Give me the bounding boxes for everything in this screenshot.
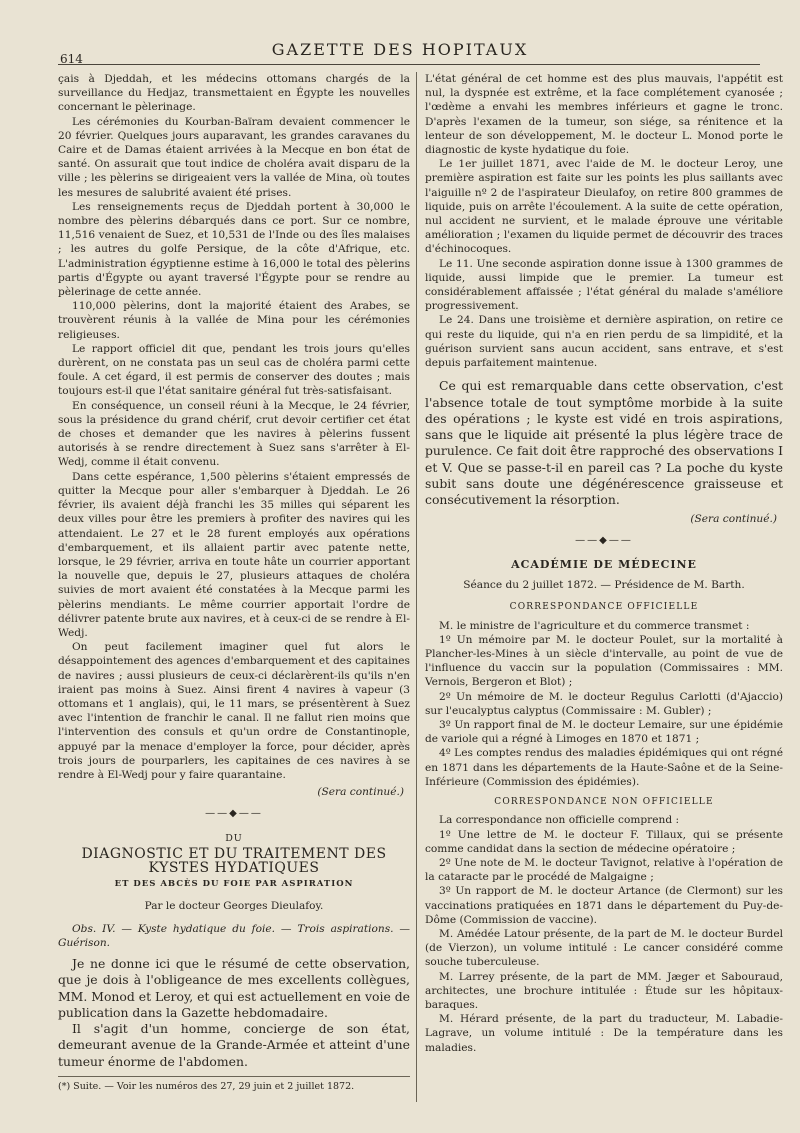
list-item: 2º Un mémoire de M. le docteur Regulus Carlotti (d'Ajaccio) sur l'eucalyptus calyptus (Commissaire : M. Gubler) ; [425,690,783,717]
observation-heading: Obs. IV. — Kyste hydatique du foie. — Trois aspirations. — Guérison. [58,922,410,949]
list-item: 2º Une note de M. le docteur Tavignot, relative à l'opération de la cataracte par le procédé de Malgaigne ; [425,856,783,884]
paragraph: L'état général de cet homme est des plus mauvais, l'appétit est nul, la dyspnée est extrême, et la face complétement cyanosée ; l'œdème a envahi les membres inférieurs et gagne le tronc. D'après l'examen de la tumeur, son siége, sa rénitence et la lenteur de son développement, M. le docteur L. Monod porte le diagnostic de kyste hydatique du foie. [425,73,783,157]
newspaper-title: GAZETTE DES HOPITAUX [271,40,529,59]
list-item: M. Hérard présente, de la part du traducteur, M. Labadie-Lagrave, un volume intitulé : De la température dans les maladies. [425,1013,783,1054]
academie-title: ACADÉMIE DE MÉDECINE [511,558,697,572]
list-item: 4º Les comptes rendus des maladies épidémiques qui ont régné en 1871 dans les départements de la Haute-Saône et de la Seine-Inférieure (Commission des épidémies). [425,747,783,788]
list-item: 3º Un rapport de M. le docteur Artance (de Clermont) sur les vaccinations pratiquées en 1871 dans le département du Puy-de-Dôme (Commission de vaccine). [425,885,783,926]
list-item: 1º Un mémoire par M. le docteur Poulet, sur la mortalité à Plancher-les-Mines à un siècle d'intervalle, au point de vue de l'influence du vaccin sur la population (Commissaires : MM. Vernois, Bergeron et Blot) ; [425,633,783,689]
emphasis-paragraph: Ce qui est remarquable dans cette observation, c'est l'absence totale de tout symptôme morbide à la suite des opérations ; le kyste est vidé en trois aspirations, sans que le liquide ait présenté la plus légère trace de purulence. Ce fait doit être rapproché des observations I et V. Que se passe-t-il en pareil cas ? La poche du kyste subit sans doute une dégénérescence graisseuse et consécutivement la résorption. [425,378,783,508]
paragraph: Il s'agit d'un homme, concierge de son état, demeurant avenue de la Grande-Armée et atteint d'une tumeur énorme de l'abdomen. [58,1021,410,1069]
column-divider [416,72,417,1102]
ornament-divider: ——◆—— [575,534,633,546]
footnote: (*) Suite. — Voir les numéros des 27, 29 juin et 2 juillet 1872. [58,1076,410,1092]
list-item: 1º Une lettre de M. le docteur F. Tillaux, qui se présente comme candidat dans la section de médecine opératoire ; [425,828,783,855]
paragraph: çais à Djeddah, et les médecins ottomans chargés de la surveillance du Hedjaz, transmettaient en Égypte les nouvelles concernant le pèlerinage. [58,73,410,114]
paragraph: La correspondance non officielle comprend : [439,814,680,827]
continued-note: (Sera continué.) [317,786,404,799]
seance-line: Séance du 2 juillet 1872. — Présidence de M. Barth. [463,579,745,592]
paragraph: 110,000 pèlerins, dont la majorité étaient des Arabes, se trouvèrent réunis à la vallée de Mina pour les cérémonies religieuses. [58,300,410,341]
right-column [425,72,783,1055]
paragraph: Les renseignements reçus de Djeddah portent à 30,000 le nombre des pèlerins débarqués dans ce port. Sur ce nombre, 11,516 venaient de Suez, et 10,531 de l'Inde ou des îles malaises ; les autres du golfe Persique, de la côte d'Afrique, etc. L'administration égyptienne estime à 16,000 le total des pèlerins partis d'Égypte ou ayant traversé l'Égypte pour se rendre au pèlerinage de cette année. [58,200,410,299]
list-item: M. Amédée Latour présente, de la part de M. le docteur Burdel (de Vierzon), un volume intitulé : Le cancer considéré comme souche tuberculeuse. [425,927,783,969]
paragraph: Le 1er juillet 1871, avec l'aide de M. le docteur Leroy, une première aspiration est faite sur les points les plus saillants avec l'aiguille nº 2 de l'aspirateur Dieulafoy, on retire 800 grammes de liquide, puis on arrête l'écoulement. A la suite de cette opération, nul accident ne survient, et le malade éprouve une véritable amélioration ; l'examen du liquide permet de découvrir des traces d'échinocoques. [425,158,783,256]
article-title: DIAGNOSTIC ET DU TRAITEMENT DES KYSTES HYDATIQUES [81,845,387,876]
continued-note: (Sera continué.) [690,512,777,525]
paragraph: Le 11. Une seconde aspiration donne issue à 1300 grammes de liquide, aussi limpide que le premier. La tumeur est considérablement affaissée ; l'état général du malade s'améliore progressivement. [425,257,783,313]
paragraph: En conséquence, un conseil réuni à la Mecque, le 24 février, sous la présidence du grand chérif, crut devoir certifier cet état de choses et demander que les navires à pèlerins fussent autorisés à se rendre directement à Suez sans s'arrêter à El-Wedj, comme il était convenu. [58,399,410,469]
header-rule [58,64,760,65]
paragraph: Dans cette espérance, 1,500 pèlerins s'étaient empressés de quitter la Mecque pour aller s'embarquer à Djeddah. Le 26 février, ils avaient déjà franchi les 35 milles qui séparent les deux villes pour être les premiers à profiter des navires qui les attendaient. Le 27 et le 28 furent employés aux opérations d'embarquement, et ils allaient partir avec patente nette, lorsque, le 29 février, arriva en toute hâte un courrier apportant la nouvelle que, depuis le 27, plusieurs attaques de choléra suivies de mort avaient été constatées à la Mecque parmi les pèlerins mendiants. Le même courrier apportait l'ordre de délivrer patente brute aux navires, et à ceux-ci de se rendre à El-Wedj. [58,470,410,639]
article-byline: Par le docteur Georges Dieulafoy. [144,900,324,913]
article-prefix: DU [225,832,243,844]
list-item: M. Larrey présente, de la part de MM. Jæger et Sabouraud, architectes, une brochure intitulée : Étude sur les hôpitaux-baraques. [425,970,783,1011]
left-column [58,72,410,1070]
article-subtitle: ET DES ABCÈS DU FOIE PAR ASPIRATION [114,879,354,890]
page-number: 614 [60,52,83,66]
paragraph: M. le ministre de l'agriculture et du commerce transmet : [439,619,750,632]
section-heading: CORRESPONDANCE OFFICIELLE [509,602,699,613]
paragraph: On peut facilement imaginer quel fut alors le désappointement des agences d'embarquement et des capitaines de navires ; aussi plusieurs de ceux-ci déclarèrent-ils qu'ils n'en iraient pas moins à Suez. Ainsi firent 4 navires à vapeur (3 ottomans et 1 anglais), qui, le 11 mars, se présentèrent à Suez avec l'intention de franchir le canal. Il ne fallut rien moins que l'intervention des consuls et qu'un ordre de Constantinople, appuyé par la menace d'employer la force, pour décider, après trois jours de pourparlers, les capitaines de ces navires à se rendre à El-Wedj pour y faire quarantaine. [58,641,410,781]
paragraph: Le 24. Dans une troisième et dernière aspiration, on retire ce qui reste du liquide, qui n'a en rien perdu de sa limpidité, et la guérison survient sans aucun accident, sans entrave, et s'est depuis parfaitement maintenue. [425,314,783,370]
ornament-divider: ——◆—— [205,808,263,820]
paragraph: Je ne donne ici que le résumé de cette observation, que je dois à l'obligeance de mes excellents collègues, MM. Monod et Leroy, et qui est actuellement en voie de publication dans la Gazette hebdomadaire. [58,955,410,1020]
list-item: 3º Un rapport final de M. le docteur Lemaire, sur une épidémie de variole qui a régné à Limoges en 1870 et 1871 ; [425,719,783,746]
paragraph: Les cérémonies du Kourban-Baïram devaient commencer le 20 février. Quelques jours auparavant, les grandes caravanes du Caire et de Damas étaient arrivées à la Mecque en bon état de santé. On assurait que tout indice de choléra avait disparu de la ville ; les pèlerins se dirigeaient vers la vallée de Mina, où toutes les mesures de salubrité avaient été prises. [58,115,410,199]
section-heading: CORRESPONDANCE NON OFFICIELLE [494,797,714,808]
paragraph: Le rapport officiel dit que, pendant les trois jours qu'elles durèrent, on ne constata pas un seul cas de choléra parmi cette foule. A cet égard, il est permis de conserver des doutes ; mais toujours est-il que l'état sanitaire général fut très-satisfaisant. [58,342,410,398]
